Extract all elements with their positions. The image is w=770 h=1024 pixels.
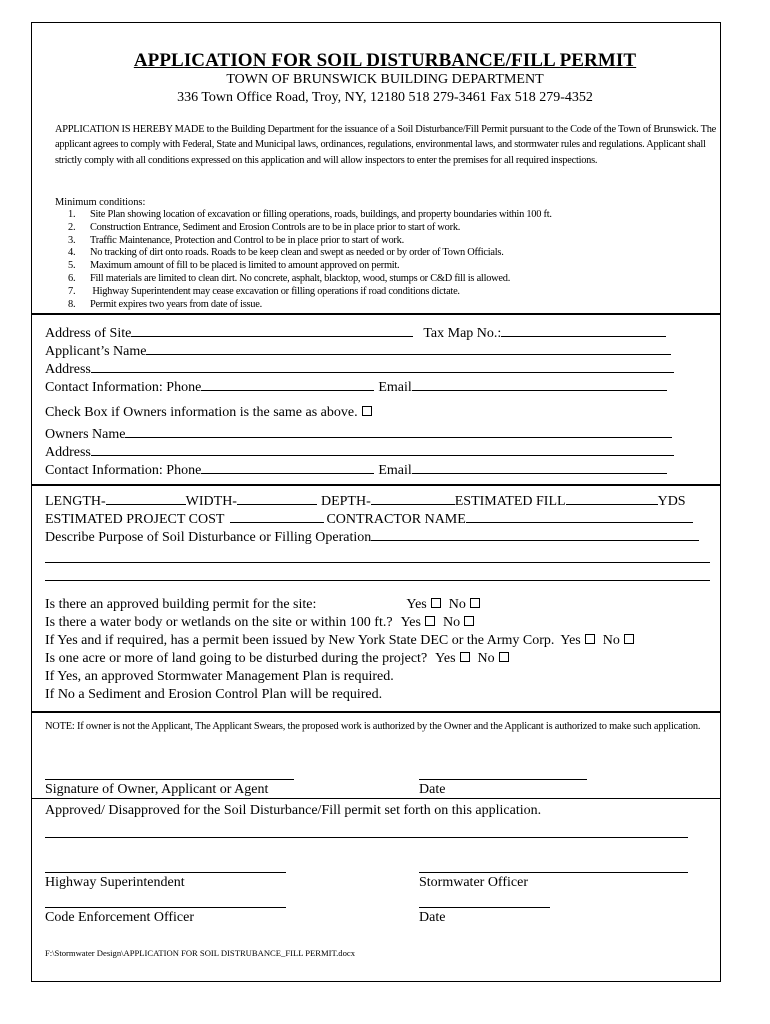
purpose-field[interactable] <box>371 527 699 541</box>
owner-contact-row: Contact Information: Phone Email <box>45 460 667 480</box>
approval-label: Approved/ Disapproved for the Soil Disturbance/Fill permit set forth on this application. <box>45 803 542 818</box>
project-cost-field[interactable] <box>230 509 324 523</box>
conditions-list <box>60 209 552 311</box>
department-address: 336 Town Office Road, Troy, NY, 12180 518 279-3461 Fax 518 279-4352 <box>177 90 593 105</box>
applicant-note: NOTE: If owner is not the Applicant, The Applicant Swears, the proposed work is authorized by the Owner and the Applicant is authorized to make such application. <box>45 721 701 732</box>
q1-yes-checkbox[interactable] <box>431 598 441 608</box>
question-dec-permit: If Yes and if required, has a permit been issued by New York State DEC or the Army Corp. Yes No <box>45 632 634 650</box>
tax-map-field[interactable] <box>501 323 666 337</box>
list-item: 5. Maximum amount of fill to be placed is limited to amount approved on permit. <box>68 260 400 272</box>
owner-phone-field[interactable] <box>201 460 374 474</box>
section-divider <box>31 798 721 799</box>
dimensions-row: LENGTH- WIDTH- DEPTH- ESTIMATED FILL YDS <box>45 491 686 511</box>
owner-name-field[interactable] <box>125 424 672 438</box>
list-item: 8. Permit expires two years from date of issue. <box>68 298 262 310</box>
stormwater-signature-line[interactable] <box>419 872 688 873</box>
question-one-acre: Is one acre or more of land going to be disturbed during the project? Yes No <box>45 650 509 668</box>
applicant-address-row: Address <box>45 359 674 379</box>
list-item: 3. Traffic Maintenance, Protection and Control to be in place prior to start of work. <box>68 234 404 246</box>
code-enforcement-label: Code Enforcement Officer <box>45 910 195 925</box>
applicant-contact-row: Contact Information: Phone Email <box>45 377 667 397</box>
info-stormwater: If Yes, an approved Stormwater Management Plan is required. <box>45 669 394 684</box>
owner-email-field[interactable] <box>412 460 667 474</box>
list-item: 6. Fill materials are limited to clean dirt. No concrete, asphalt, blacktop, wood, stumps or C&D fill is allowed. <box>68 272 511 284</box>
list-item: 7. Highway Superintendent may cease excavation or filling operations if road conditions dictate. <box>68 285 460 297</box>
q3-yes-checkbox[interactable] <box>585 634 595 644</box>
question-building-permit: Is there an approved building permit for the site: Yes No <box>45 596 480 614</box>
approval-line[interactable] <box>45 837 688 838</box>
q1-no-checkbox[interactable] <box>470 598 480 608</box>
highway-superintendent-label: Highway Superintendent <box>45 875 185 890</box>
highway-signature-line[interactable] <box>45 872 286 873</box>
list-item: 1. Site Plan showing location of excavation or filling operations, roads, buildings, and property boundaries within 100 ft. <box>68 209 552 220</box>
applicant-phone-field[interactable] <box>201 377 374 391</box>
section-divider <box>31 313 721 315</box>
stormwater-officer-label: Stormwater Officer <box>419 875 528 890</box>
applicant-name-field[interactable] <box>146 341 671 355</box>
site-address-field[interactable] <box>131 323 413 337</box>
signature-label: Signature of Owner, Applicant or Agent <box>45 782 269 797</box>
date-label: Date <box>419 782 446 797</box>
purpose-line-3[interactable] <box>45 580 710 581</box>
q3-no-checkbox[interactable] <box>624 634 634 644</box>
q2-yes-checkbox[interactable] <box>425 616 435 626</box>
conditions-heading: Minimum conditions: <box>55 197 146 208</box>
q4-no-checkbox[interactable] <box>499 652 509 662</box>
owner-address-field[interactable] <box>91 442 674 456</box>
q4-yes-checkbox[interactable] <box>460 652 470 662</box>
width-field[interactable] <box>237 491 317 505</box>
owner-address-row: Address <box>45 442 674 462</box>
info-sediment: If No a Sediment and Erosion Control Plan will be required. <box>45 687 383 702</box>
cost-row: ESTIMATED PROJECT COST CONTRACTOR NAME <box>45 509 693 529</box>
depth-field[interactable] <box>371 491 455 505</box>
applicant-name-row: Applicant’s Name <box>45 341 671 361</box>
applicant-email-field[interactable] <box>412 377 667 391</box>
date2-label: Date <box>419 910 446 925</box>
length-field[interactable] <box>106 491 186 505</box>
site-address-row: Address of Site Tax Map No.: <box>45 323 666 343</box>
section-divider <box>31 711 721 713</box>
department-name: TOWN OF BRUNSWICK BUILDING DEPARTMENT <box>226 72 544 87</box>
date2-line[interactable] <box>419 907 550 908</box>
owner-same-row: Check Box if Owners information is the same as above. <box>45 404 372 422</box>
question-water-body: Is there a water body or wetlands on the site or within 100 ft.? Yes No <box>45 614 474 632</box>
purpose-row: Describe Purpose of Soil Disturbance or Filling Operation <box>45 527 699 547</box>
purpose-line-2[interactable] <box>45 562 710 563</box>
contractor-name-field[interactable] <box>466 509 693 523</box>
code-officer-signature-line[interactable] <box>45 907 286 908</box>
page-title: APPLICATION FOR SOIL DISTURBANCE/FILL PERMIT <box>133 50 637 71</box>
owner-name-row: Owners Name <box>45 424 672 444</box>
section-divider <box>31 484 721 486</box>
applicant-address-field[interactable] <box>91 359 674 373</box>
owner-same-checkbox[interactable] <box>362 406 372 416</box>
file-path-footer: F:\Stormwater Design\APPLICATION FOR SOIL DISTRUBANCE_FILL PERMIT.docx <box>45 948 356 958</box>
intro-paragraph: APPLICATION IS HEREBY MADE to the Building Department for the issuance of a Soil Disturbance/Fill Permit pursuant to the Code of the Town of Brunswick. The applicant agrees to comply with Federal, State and Municipal laws, ordinances, regulations, environmental laws, and stormwater rules and regulations. Applicant shall strictly comply with all conditions expressed on this application and will allow inspectors to enter the premises for all required inspections. <box>55 124 717 166</box>
estimated-fill-field[interactable] <box>566 491 658 505</box>
list-item: 4. No tracking of dirt onto roads. Roads to be keep clean and swept as needed or by order of Town Officials. <box>68 247 504 259</box>
q2-no-checkbox[interactable] <box>464 616 474 626</box>
date-line[interactable] <box>419 779 587 780</box>
signature-line[interactable] <box>45 779 294 780</box>
list-item: 2. Construction Entrance, Sediment and Erosion Controls are to be in place prior to start of work. <box>68 221 461 233</box>
